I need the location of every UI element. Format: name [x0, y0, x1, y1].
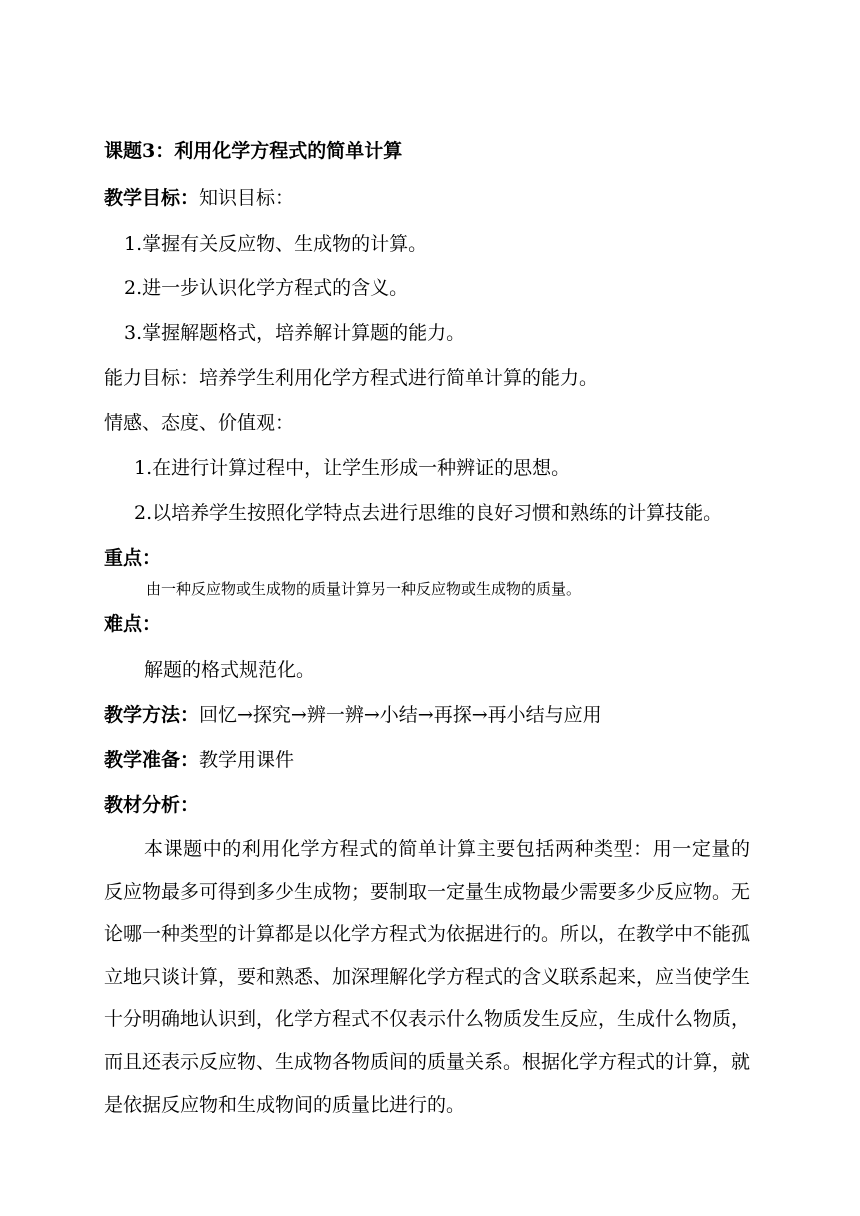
knowledge-objectives-label: 知识目标： — [199, 187, 295, 209]
key-point-label: 重点： — [104, 547, 162, 569]
knowledge-item: 2.进一步认识化学方程式的含义。 — [124, 277, 409, 299]
teaching-method — [104, 702, 602, 728]
difficulty-text: 解题的格式规范化。 — [144, 659, 316, 681]
knowledge-item: 3.掌握解题格式，培养解计算题的能力。 — [124, 322, 466, 344]
objectives-label: 教学目标： — [104, 187, 200, 209]
ability-objective: 能力目标：培养学生利用化学方程式进行简单计算的能力。 — [104, 367, 599, 389]
emotion-item: 1.在进行计算过程中，让学生形成一种辨证的思想。 — [134, 457, 571, 479]
emotion-item: 2.以培养学生按照化学特点去进行思维的良好习惯和熟练的计算技能。 — [134, 502, 723, 524]
key-point-text: 由一种反应物或生成物的质量计算另一种反应物或生成物的质量。 — [146, 580, 582, 598]
material-analysis-paragraph: 本课题中的利用化学方程式的简单计算主要包括两种类型：用一定量的反应物最多可得到多少生成物；要制取一定量生成物最少需要多少反应物。无论哪一种类型的计算都是以化学方程式为依据进行的。所以，在教学中不能孤立地只谈计算，要和熟悉、加深理解化学方程式的含义联系起来，应当使学生十分明确地认识到，化学方程式不仅表示什么物质发生反应，生成什么物质，而且还表示反应物、生成物各物质间的质量关系。根据化学方程式的计算，就是依据反应物和生成物间的质量比进行的。 — [104, 838, 751, 1116]
difficulty-label: 难点： — [104, 613, 162, 635]
knowledge-item: 1.掌握有关反应物、生成物的计算。 — [124, 233, 428, 255]
teaching-preparation — [104, 747, 294, 773]
teaching-method-label: 教学方法： — [104, 704, 200, 726]
teaching-preparation-text: 教学用课件 — [199, 749, 295, 771]
teaching-method-text: 回忆→探究→辨一辨→小结→再探→再小结与应用 — [199, 704, 602, 726]
teaching-preparation-label: 教学准备： — [104, 749, 200, 771]
lesson-title: 课题3：利用化学方程式的简单计算 — [104, 140, 403, 162]
emotion-objective-label: 情感、态度、价值观： — [104, 412, 295, 434]
material-analysis-label: 教材分析： — [104, 794, 200, 816]
objectives-heading — [104, 185, 294, 211]
